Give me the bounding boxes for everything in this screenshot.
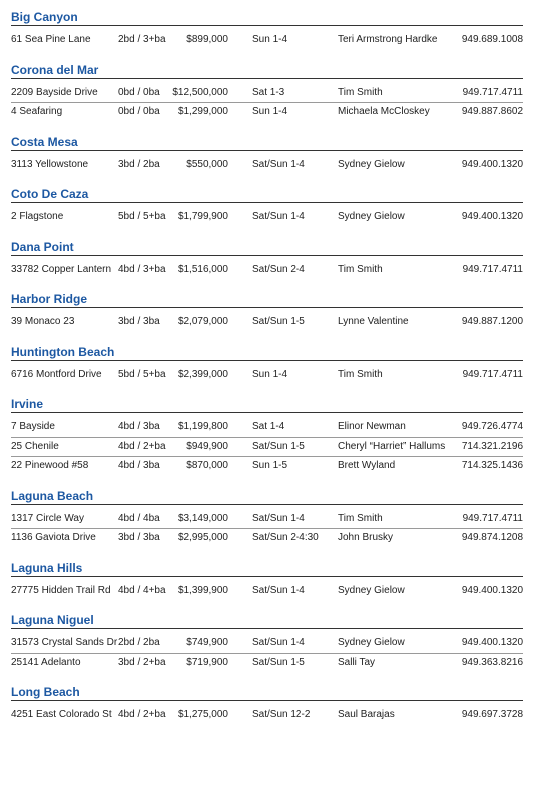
listing-beds-baths: 0bd / 0ba: [118, 86, 160, 98]
city-heading: Dana Point: [11, 241, 523, 256]
city-section: [11, 241, 523, 281]
listing-agent: Tim Smith: [338, 263, 383, 275]
listing-agent: Sydney Gielow: [338, 211, 405, 222]
listing-row: [11, 706, 523, 726]
listing-beds-baths: 2bd / 3+ba: [118, 34, 166, 45]
listing-agent: Tim Smith: [338, 86, 383, 98]
listing-price: $870,000: [186, 460, 228, 471]
listing-row: [11, 438, 523, 458]
listing-agent: Teri Armstrong Hardke: [338, 34, 438, 45]
listing-beds-baths: 3bd / 2+ba: [118, 656, 166, 668]
listing-row: [11, 366, 523, 386]
listing-phone: 949.400.1320: [461, 211, 523, 222]
listing-phone: 949.400.1320: [461, 158, 523, 170]
listing-price: $1,799,900: [177, 211, 228, 222]
listing-phone: 949.874.1208: [461, 532, 523, 543]
listing-agent: Sydney Gielow: [338, 158, 405, 170]
listing-price: $1,275,000: [177, 709, 228, 720]
city-heading: Harbor Ridge: [11, 293, 523, 308]
listing-open-house-time: Sun 1-4: [252, 106, 288, 117]
listing-agent: Cheryl “Harriet” Hallums: [338, 440, 446, 452]
listing-price: $949,900: [186, 440, 228, 452]
listing-open-house-time: Sat/Sun 1-4: [252, 584, 305, 596]
listing-open-house-time: Sat/Sun 1-4: [252, 211, 305, 222]
listing-open-house-time: Sat/Sun 1-5: [252, 656, 305, 668]
listing-row: [11, 418, 523, 438]
listing-row: [11, 634, 523, 654]
listing-phone: 949.726.4774: [461, 421, 523, 432]
listing-open-house-time: Sat 1-3: [252, 86, 285, 98]
listing-address: 25 Chenile: [11, 440, 59, 452]
city-heading: Costa Mesa: [11, 136, 523, 151]
listing-address: 1317 Circle Way: [11, 512, 84, 524]
listing-phone: 949.717.4711: [462, 368, 523, 380]
city-heading: Laguna Beach: [11, 490, 523, 505]
listing-agent: Lynne Valentine: [338, 316, 409, 327]
listing-beds-baths: 3bd / 3ba: [118, 532, 160, 543]
listing-beds-baths: 4bd / 2+ba: [118, 440, 166, 452]
listing-row: [11, 654, 523, 674]
listing-price: $12,500,000: [172, 86, 228, 98]
listing-agent: Sydney Gielow: [338, 637, 405, 648]
city-heading: Long Beach: [11, 686, 523, 701]
listing-price: $1,199,800: [177, 421, 228, 432]
open-house-listings: [11, 11, 523, 739]
listing-price: $1,299,000: [177, 106, 228, 117]
listing-price: $1,399,900: [177, 584, 228, 596]
listing-beds-baths: 4bd / 3ba: [118, 421, 160, 432]
listing-phone: 949.400.1320: [461, 584, 523, 596]
listing-beds-baths: 2bd / 2ba: [118, 637, 160, 648]
listing-row: [11, 103, 523, 123]
city-section: [11, 64, 523, 123]
listing-price: $3,149,000: [177, 512, 228, 524]
listing-beds-baths: 4bd / 3ba: [118, 460, 160, 471]
listing-price: $719,900: [186, 656, 228, 668]
city-section: [11, 614, 523, 673]
city-heading: Huntington Beach: [11, 346, 523, 361]
listing-open-house-time: Sun 1-4: [252, 34, 288, 45]
listing-phone: 949.717.4711: [462, 263, 523, 275]
listing-open-house-time: Sat/Sun 2-4: [252, 263, 305, 275]
listing-phone: 949.887.1200: [461, 316, 523, 327]
listing-price: $2,079,000: [177, 316, 228, 327]
listing-beds-baths: 4bd / 3+ba: [118, 263, 166, 275]
city-heading: Big Canyon: [11, 11, 523, 26]
city-section: [11, 188, 523, 228]
city-section: [11, 490, 523, 549]
listing-agent: Sydney Gielow: [338, 584, 405, 596]
listing-agent: Michaela McCloskey: [338, 106, 430, 117]
listing-row: [11, 84, 523, 104]
listing-address: 31573 Crystal Sands Dr: [11, 637, 118, 648]
listing-phone: 949.689.1008: [461, 34, 523, 45]
listing-price: $550,000: [186, 158, 228, 170]
listing-address: 4251 East Colorado St: [11, 709, 112, 720]
city-section: [11, 136, 523, 176]
listing-open-house-time: Sat/Sun 1-5: [252, 316, 305, 327]
listing-beds-baths: 5bd / 5+ba: [118, 211, 166, 222]
listing-phone: 714.325.1436: [461, 460, 523, 471]
listing-open-house-time: Sat/Sun 2-4:30: [252, 532, 319, 543]
listing-agent: Tim Smith: [338, 368, 383, 380]
listing-address: 33782 Copper Lantern: [11, 263, 112, 275]
listing-agent: Tim Smith: [338, 512, 383, 524]
listing-address: 1136 Gaviota Drive: [11, 532, 96, 543]
listing-row: [11, 582, 523, 602]
listing-row: [11, 313, 523, 333]
listing-row: [11, 156, 523, 176]
listing-address: 4 Seafaring: [11, 106, 63, 117]
listing-address: 3113 Yellowstone: [11, 158, 89, 170]
city-heading: Corona del Mar: [11, 64, 523, 79]
listing-row: [11, 208, 523, 228]
listing-agent: Saul Barajas: [338, 709, 395, 720]
listing-address: 7 Bayside: [11, 421, 55, 432]
listing-open-house-time: Sat/Sun 1-4: [252, 158, 305, 170]
listing-beds-baths: 4bd / 2+ba: [118, 709, 166, 720]
listing-address: 2209 Bayside Drive: [11, 86, 98, 98]
listing-phone: 949.887.8602: [461, 106, 523, 117]
listing-agent: Brett Wyland: [338, 460, 396, 471]
listing-row: [11, 510, 523, 530]
city-section: [11, 11, 523, 51]
city-heading: Irvine: [11, 398, 523, 413]
listing-phone: 949.697.3728: [461, 709, 523, 720]
city-section: [11, 398, 523, 477]
listing-phone: 714.321.2196: [461, 440, 523, 452]
listing-open-house-time: Sat/Sun 1-5: [252, 440, 305, 452]
listing-row: [11, 457, 523, 477]
listing-phone: 949.363.8216: [461, 656, 523, 668]
listing-phone: 949.400.1320: [461, 637, 523, 648]
listing-address: 39 Monaco 23: [11, 316, 75, 327]
listing-row: [11, 529, 523, 549]
listing-address: 6716 Montford Drive: [11, 368, 102, 380]
listing-open-house-time: Sat/Sun 1-4: [252, 512, 305, 524]
listing-address: 27775 Hidden Trail Rd: [11, 584, 111, 596]
listing-open-house-time: Sun 1-5: [252, 460, 288, 471]
city-section: [11, 686, 523, 726]
listing-row: [11, 261, 523, 281]
listing-agent: Salli Tay: [338, 656, 376, 668]
listing-phone: 949.717.4711: [462, 86, 523, 98]
listing-price: $1,516,000: [177, 263, 228, 275]
listing-open-house-time: Sat 1-4: [252, 421, 285, 432]
listing-row: [11, 31, 523, 51]
city-section: [11, 346, 523, 386]
listing-agent: John Brusky: [338, 532, 394, 543]
listing-agent: Elinor Newman: [338, 421, 406, 432]
city-heading: Laguna Niguel: [11, 614, 523, 629]
listing-address: 2 Flagstone: [11, 211, 64, 222]
city-section: [11, 562, 523, 602]
city-heading: Coto De Caza: [11, 188, 523, 203]
listing-beds-baths: 3bd / 3ba: [118, 316, 160, 327]
listing-open-house-time: Sat/Sun 1-4: [252, 637, 305, 648]
city-heading: Laguna Hills: [11, 562, 523, 577]
listing-price: $749,900: [186, 637, 228, 648]
listing-address: 22 Pinewood #58: [11, 460, 89, 471]
listing-beds-baths: 3bd / 2ba: [118, 158, 160, 170]
listing-beds-baths: 4bd / 4+ba: [118, 584, 166, 596]
listing-open-house-time: Sat/Sun 12-2: [252, 709, 311, 720]
listing-open-house-time: Sun 1-4: [252, 368, 288, 380]
listing-phone: 949.717.4711: [462, 512, 523, 524]
listing-address: 61 Sea Pine Lane: [11, 34, 91, 45]
listing-price: $899,000: [186, 34, 228, 45]
listing-price: $2,995,000: [177, 532, 228, 543]
listing-beds-baths: 4bd / 4ba: [118, 512, 160, 524]
listing-price: $2,399,000: [177, 368, 228, 380]
city-section: [11, 293, 523, 333]
listing-beds-baths: 5bd / 5+ba: [118, 368, 166, 380]
listing-beds-baths: 0bd / 0ba: [118, 106, 160, 117]
listing-address: 25141 Adelanto: [11, 656, 81, 668]
